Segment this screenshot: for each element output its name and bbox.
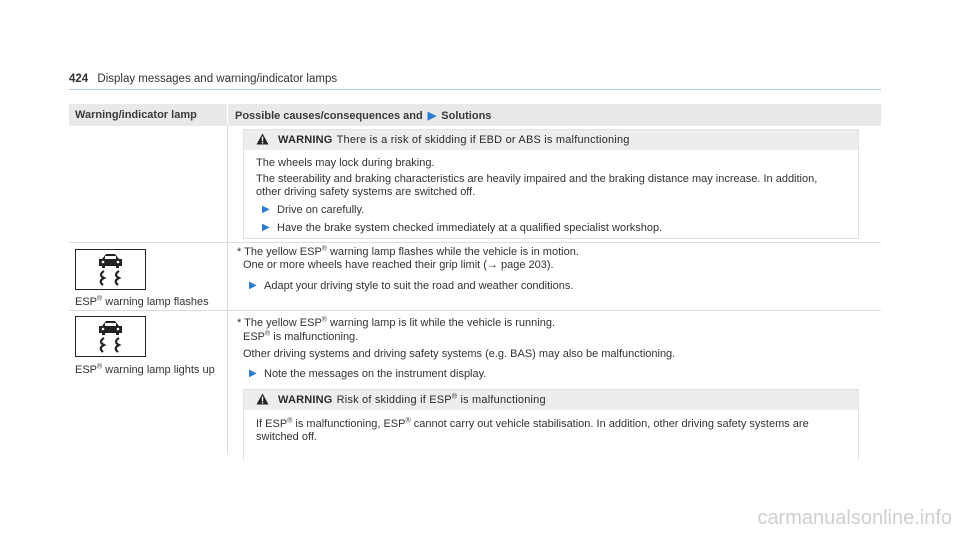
page-header — [69, 73, 337, 85]
skidding-car-icon — [76, 317, 144, 355]
row-separator — [69, 242, 881, 243]
text-pre: If ESP — [256, 418, 288, 430]
arrow-right-icon: ▶ — [427, 110, 437, 122]
warning-box-esp — [243, 389, 859, 460]
row3-wline2: switched off. — [256, 431, 317, 443]
bullet-arrow-icon: ▶ — [249, 368, 257, 379]
text-post: warning lamp flashes while the vehicle is in motion. — [326, 246, 579, 258]
warning-label-text: WARNING — [278, 394, 333, 406]
registered-mark: ® — [321, 316, 327, 324]
registered-mark: ® — [97, 295, 103, 303]
row1-bullet1: Drive on carefully. — [277, 204, 365, 216]
row2-lamp-label — [75, 295, 209, 309]
row2-bullet1: Adapt your driving style to suit the road and weather conditions. — [264, 280, 574, 292]
bullet-arrow-icon: ▶ — [262, 222, 270, 233]
bullet-arrow-icon: ▶ — [249, 280, 257, 291]
row1-line3: other driving safety systems are switched off. — [256, 186, 476, 198]
text-pre: The yellow ESP — [244, 246, 322, 258]
text-pre: Risk of skidding if ESP — [336, 394, 452, 406]
registered-mark: ® — [451, 393, 458, 401]
text-post: is malfunctioning — [457, 394, 546, 406]
col-header-causes-text: Possible causes/consequences and — [235, 110, 423, 122]
warning-lamp-table — [69, 104, 881, 443]
row1-line1: The wheels may lock during braking. — [256, 157, 435, 169]
col-header-causes — [235, 109, 491, 122]
warning-text — [337, 394, 546, 406]
table-header — [69, 104, 881, 126]
warning-label — [278, 394, 546, 406]
row-separator — [69, 310, 881, 311]
bullet-arrow-icon: ▶ — [262, 204, 270, 215]
warning-triangle-icon — [256, 133, 269, 145]
watermark: carmanualsonline.info — [757, 507, 952, 529]
warning-header — [244, 130, 858, 150]
asterisk: * — [237, 317, 242, 329]
text-post: cannot carry out vehicle stabilisation. In addition, other driving safety systems are — [410, 418, 809, 430]
text-mid: is malfunctioning, ESP — [292, 418, 406, 430]
registered-mark: ® — [265, 330, 271, 338]
registered-mark: ® — [321, 245, 327, 253]
col-header-solutions-text: Solutions — [441, 110, 492, 122]
row2-line1 — [237, 245, 579, 259]
warning-text: There is a risk of skidding if EBD or ABS is malfunctioning — [336, 134, 630, 146]
row2-line2: One or more wheels have reached their grip limit (→ page 203). — [243, 259, 554, 271]
warning-triangle-icon — [256, 393, 269, 405]
header-separator — [227, 104, 228, 126]
skidding-car-icon — [76, 250, 144, 288]
row3-wline1 — [256, 417, 809, 431]
row3-line2 — [243, 330, 358, 344]
lamp-label-post: warning lamp flashes — [102, 296, 209, 308]
esp-warning-lamp-icon — [75, 249, 146, 290]
warning-label — [278, 134, 630, 146]
warning-header — [244, 390, 858, 410]
row3-line3: Other driving systems and driving safety systems (e.g. BAS) may also be malfunctioning. — [243, 348, 676, 360]
lamp-label-post: warning lamp lights up — [102, 364, 215, 376]
page-title: Display messages and warning/indicator lamps — [97, 73, 338, 85]
page-number: 424 — [69, 73, 89, 85]
text-post: warning lamp is lit while the vehicle is running. — [326, 317, 556, 329]
row1-line2: The steerability and braking characteristics are heavily impaired and the braking distance may increase. In addition, — [256, 173, 818, 185]
asterisk: * — [237, 246, 242, 258]
text-post: is malfunctioning. — [270, 331, 359, 343]
registered-mark: ® — [97, 363, 103, 371]
lamp-label-pre: ESP — [75, 296, 98, 308]
row3-lamp-label — [75, 363, 215, 377]
row3-bullet1: Note the messages on the instrument display. — [264, 368, 487, 380]
text-pre: ESP — [243, 331, 266, 343]
header-rule — [69, 89, 881, 90]
warning-box-ebd-abs — [243, 129, 859, 239]
column-separator — [227, 126, 228, 453]
col-header-lamp: Warning/indicator lamp — [75, 109, 197, 121]
esp-warning-lamp-icon — [75, 316, 146, 357]
lamp-label-pre: ESP — [75, 364, 98, 376]
row3-line1 — [237, 316, 555, 330]
text-pre: The yellow ESP — [244, 317, 322, 329]
registered-mark: ® — [287, 417, 293, 425]
row1-bullet2: Have the brake system checked immediately at a qualified specialist workshop. — [277, 222, 663, 234]
warning-label-text: WARNING — [278, 134, 333, 146]
registered-mark: ® — [405, 417, 411, 425]
